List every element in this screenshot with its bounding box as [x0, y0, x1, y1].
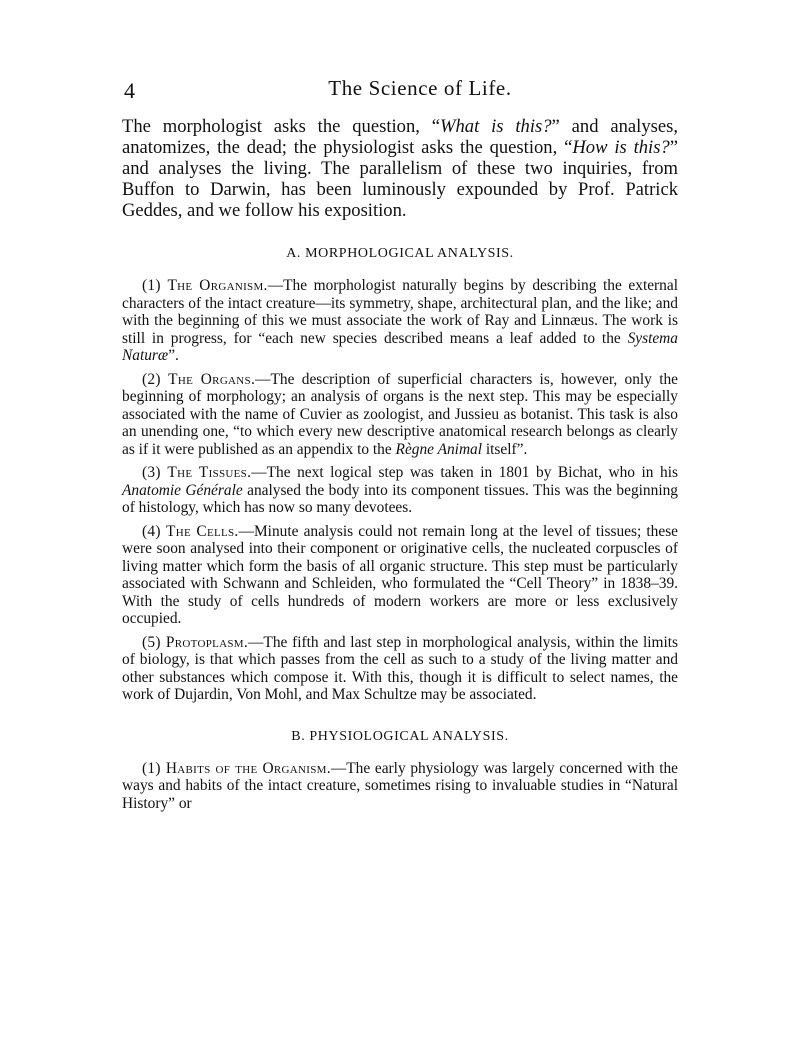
paragraph-organs: [122, 371, 678, 459]
paragraph-lead: (5) Protoplasm.: [142, 633, 249, 651]
running-head: The Science of Life.: [328, 76, 512, 100]
paragraph-habits: [122, 760, 678, 813]
paragraph-organism: [122, 277, 678, 365]
intro-text: ” and analyses, anatomizes, the dead; the physiologist asks the question, “: [122, 116, 678, 158]
paragraph-text: ”.: [168, 347, 179, 364]
paragraph-lead: (3) The Tissues.: [142, 464, 252, 481]
paragraph-lead: (4) The Cells.: [142, 522, 239, 540]
section-heading-morphological: A. MORPHOLOGICAL ANALYSIS.: [286, 246, 514, 261]
section-heading-physiological: B. PHYSIOLOGICAL ANALYSIS.: [291, 728, 509, 744]
paragraph-lead: (1) Habits of the Organism.: [142, 759, 331, 777]
paragraph-text: —Minute analysis could not remain long at the level of tissues; these were soon analysed into their component or originative cells, the nucleated corpuscles of living matter which form the basis of all organic structure. This step must be particularly associated with Schwann and Schleiden, who formulated the “Cell Theory” in 1838–39. With the study of cells hundreds of modern workers are more or less exclusively occupied.: [122, 522, 679, 627]
paragraph-lead: (2) The Organs.: [142, 370, 256, 388]
paragraph-text: —The description of superficial characters is, however, only the beginning of morphology; an analysis of organs is the next step. This may be especially associated with the name of Cuvier as zoologist, and Jussieu as botanist. This task is also an unending one, “to which every new descriptive anatomical research belongs as clearly as if it were published as an appendix to the: [122, 370, 678, 458]
paragraph-lead: (1) The Organism.: [142, 277, 268, 294]
paragraph-text: —The fifth and last step in morphological analysis, within the limits of biology, is that which passes from the cell as such to a study of the living matter and other substances which compose it. With this, though it is difficult to select names, the work of Dujardin, Von Mohl, and Max Schultze may be associated.: [122, 633, 679, 703]
page-header: [122, 70, 678, 108]
paragraph-emphasis: Règne Animal: [395, 440, 483, 458]
paragraph-text: analysed the body into its component tissues. This was the beginning of histology, which has now so many devotees.: [122, 481, 678, 516]
paragraph-text: —The morphologist naturally begins by describing the external characters of the intact creature—its symmetry, shape, architectural plan, and the like; and with the beginning of this we must associate the work of Ray and Linnæus. The work is still in progress, for “each new species described means a leaf added to the: [122, 277, 678, 347]
paragraph-emphasis: Systema Naturæ: [122, 329, 678, 364]
intro-emphasis: How is this?: [572, 137, 670, 158]
intro-paragraph: [122, 116, 678, 221]
paragraph-protoplasm: [122, 634, 678, 704]
intro-text: ” and analyses the living. The parallelism of these two inquiries, from Buffon to Darwin, has been luminously expounded by Prof. Patrick Geddes, and we follow his exposition.: [122, 137, 678, 221]
paragraph-cells: [122, 523, 678, 628]
paragraph-text: —The early physiology was largely concerned with the ways and habits of the intact creature, sometimes rising to invaluable studies in “Natural History” or: [122, 759, 679, 812]
paragraph-text: itself”.: [482, 440, 528, 458]
intro-emphasis: What is this?: [440, 116, 552, 137]
paragraph-emphasis: Anatomie Générale: [122, 481, 243, 499]
page-number: 4: [124, 78, 135, 103]
paragraph-text: —The next logical step was taken in 1801 by Bichat, who in his: [251, 464, 678, 481]
paragraph-tissues: [122, 464, 678, 517]
intro-text: The morphologist asks the question, “: [122, 116, 441, 137]
book-page: [122, 70, 678, 818]
